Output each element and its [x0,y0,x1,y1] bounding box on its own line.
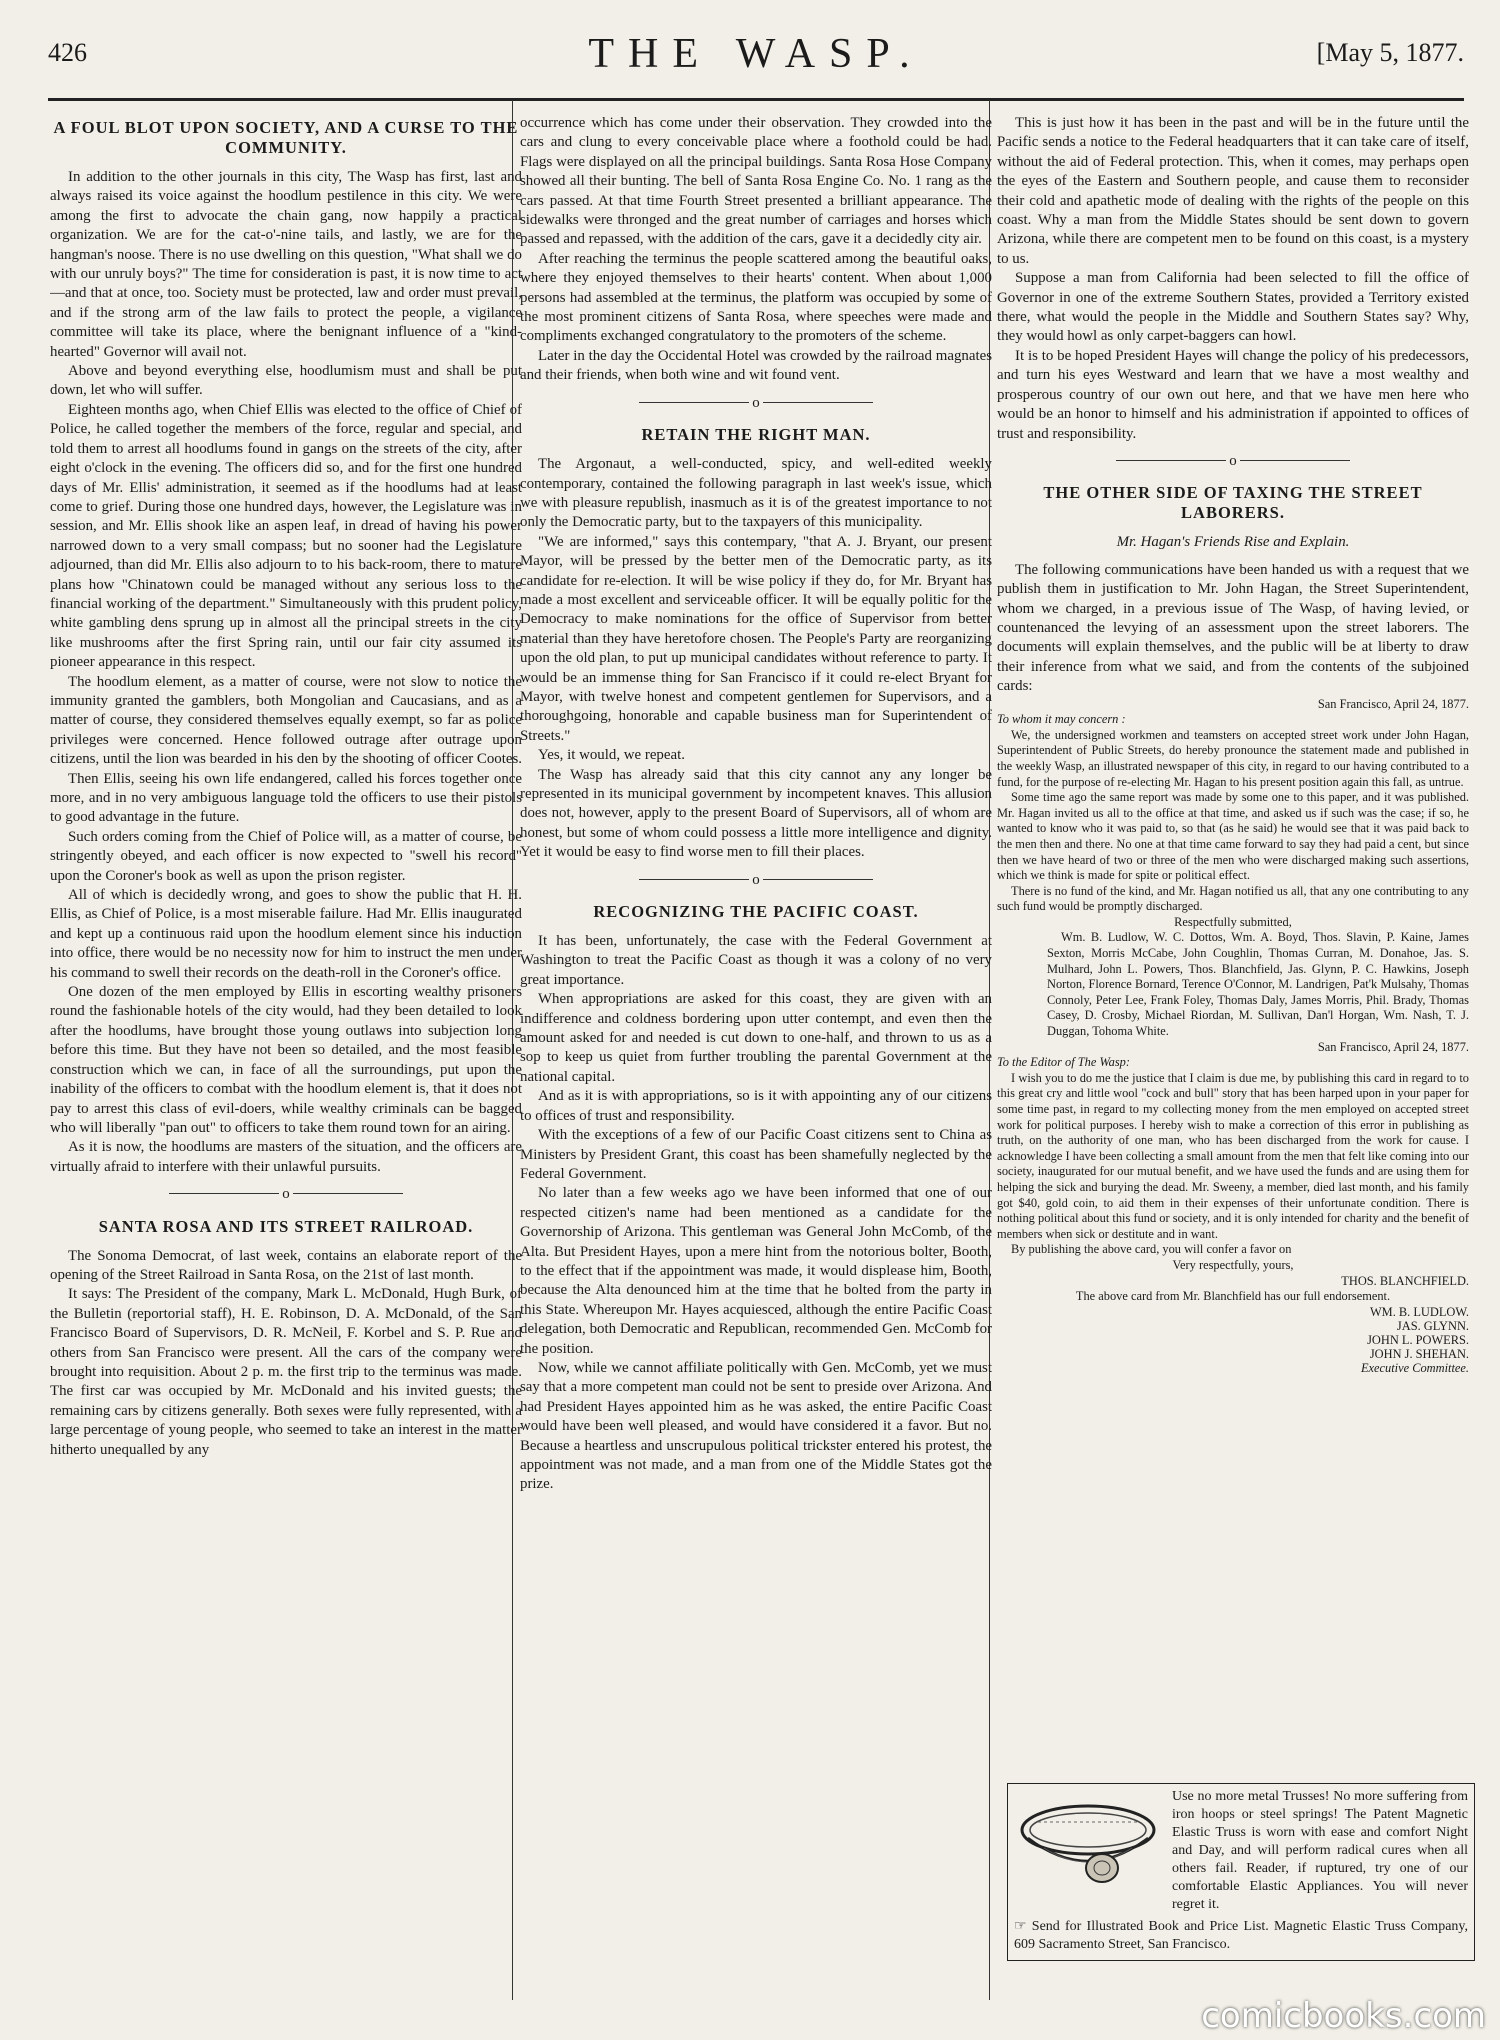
paragraph: Then Ellis, seeing his own life endangered, called his forces together once more, and in no very ambiguous language told the officers to use their pistols to good advantage in the future. [50,770,522,826]
ad-contact-text: Send for Illustrated Book and Price List. Magnetic Elastic Truss Company, 609 Sacramento Street, San Francisco. [1014,1919,1468,1952]
closing: Respectfully submitted, [1174,914,1292,929]
dateline: San Francisco, April 24, 1877. [1317,696,1469,711]
signature: THOS. BLANCHFIELD. [1341,1273,1469,1288]
article-title: A FOUL BLOT UPON SOCIETY, AND A CURSE TO THE COMMUNITY. [53,118,519,157]
letter-block [997,697,1469,1375]
section-separator: o [520,871,992,890]
ad-copy: Use no more metal Trusses! No more suffering from iron hoops or steel springs! The Patent Magnetic Elastic Truss is worn with ease and comfort Night and Day, and will perform radical cures when all others fail. Reader, if ruptured, try one of our comfortable Elastic Appliances. You will never regret it. [1172,1789,1468,1912]
letter-paragraph: Some time ago the same report was made by some one to this paper, and it was published. Mr. Hagan invited us all to the office at that time, and asked us if such was the case; if so, he wanted to know who it was paid to, so that (as he said) he would see that it was paid back to the men then and there. No one at that time came forward to say they had paid a cent, but since then we have heard of two or three of the men who were discharged making such assertions, which we think is made for spite or political effect. [997,790,1469,883]
article-title: RECOGNIZING THE PACIFIC COAST. [593,902,919,922]
column-3 [997,114,1469,1774]
masthead [48,30,1464,86]
section-separator: o [997,452,1469,471]
letter-paragraph: We, the undersigned workmen and teamsters on accepted street work under John Hagan, Superintendent of Public Streets, do hereby pronounce the statement made and published in the weekly Wasp, an illustrated newspaper of this city, in regard to our having contributed to a fund, for the purpose of re-electing Mr. Hagan to his present position again this fall, as untrue. [997,727,1469,789]
salutation: To whom it may concern : [997,712,1126,727]
paragraph: Above and beyond everything else, hoodlumism must and shall be put down, let who will suffer. [50,363,522,399]
paragraph: It is to be hoped President Hayes will change the policy of his predecessors, and turn his eyes Westward and learn that we have a most wealthy and prosperous country of our own out here, and that we have men here who would be an honor to himself and his administration if appointed to offices of trust and responsibility. [997,347,1469,442]
article-subtitle: Mr. Hagan's Friends Rise and Explain. [1116,534,1350,551]
paragraph: And as it is with appropriations, so is it with appointing any of our citizens to offices of trust and responsibility. [520,1088,992,1124]
paragraph: The following communications have been handed us with a request that we publish them in justification to Mr. John Hagan, the Street Superintendent, whom we charged, in a previous issue of The Wasp, of having levied, or countenanced the levying of an assessment upon the street laborers. The documents will explain themselves, and the public will be at liberty to draw their inference from what we said, and from the contents of the subjoined cards: [997,561,1469,695]
paragraph: This is just how it has been in the past and will be in the future until the Pacific sends a notice to the Federal headquarters that it can take care of itself, without the aid of Federal protection. This, when it comes, may perhaps open the eyes of the Eastern and Southern people, and cause them to reconsider their cold and apathetic mode of dealing with the rights of the people on this coast. Why a man from the Middle States should be sent down to govern Arizona, while there are competent men to be found on this coast, is a mystery to us. [997,115,1469,267]
paragraph: With the exceptions of a few of our Pacific Coast citizens sent to China as Ministers by President Grant, this coast has been shamefully neglected by the Federal Government. [520,1127,992,1182]
paragraph: Now, while we cannot affiliate politically with Gen. McComb, yet we must say that a more competent man could not be sent to preside over Arizona. And had President Hayes appointed him as he was asked, the entire Pacific Coast would have been well pleased, and would have considered it a favor. But no. Because a heartless and unscrupulous political trickster entered his protest, the appointment was not made, and a man from one of the Middle States got the prize. [520,1359,992,1493]
article-title: SANTA ROSA AND ITS STREET RAILROAD. [98,1216,474,1236]
section-separator: o [520,394,992,413]
letter-paragraph: By publishing the above card, you will confer a favor on [1011,1242,1292,1257]
paragraph: It says: The President of the company, Mark L. McDonald, Hugh Burk, of the Bulletin (reportorial staff), H. E. Robinson, D. A. McDonald, of the San Francisco Board of Supervisors, D. R. McNeil, F. Korbel and S. P. Rue and others from San Francisco were present. All the cars of the company were brought into requisition. About 2 p. m. the first trip to the terminus was made. The first car was occupied by Mr. McDonald and his invited guests; the remaining cars by citizens generally. Both sexes were fully represented, with a large percentage of young people, who seemed to take an interest in the matter hitherto unequalled by any [50,1286,522,1458]
paragraph: Later in the day the Occidental Hotel was crowded by the railroad magnates and their friends, when both wine and wit found vent. [520,347,992,384]
endorsement: The above card from Mr. Blanchfield has our full endorsement. [1075,1289,1391,1304]
committee-member: WM. B. LUDLOW. [1369,1304,1469,1319]
truss-illustration [1014,1788,1162,1898]
paragraph: In addition to the other journals in this city, The Wasp has first, last and always raised its voice against the hoodlum pestilence in this city. We were among the first to advocate the chain gang, now happily a practical organization. We are for the cat-o'-nine tails, and lastly, we are for the hangman's noose. There is no use dwelling on this question, "What shall we do with our unruly boys?" The time for consideration is past, it is now time to act—and that at once, too. Society must be protected, law and order must prevail, and if the strong arm of the law fails to protect the people, a vigilance committee will take its place, where the benignant influence of a "kind-hearted" Governor will avail not. [50,169,522,360]
paragraph: occurrence which has come under their observation. They crowded into the cars and clung to every conceivable place where a foothold could be had. Flags were displayed on all the principal buildings. Santa Rosa Hose Company showed all their bunting. The bell of Santa Rosa Engine Co. No. 1 rang as the cars passed. At that time Fourth Street presented a brilliant appearance. The sidewalks were thronged and the great number of carriages and horses which passed and repassed, with the addition of the cars, gave it a decidedly city air. [520,115,992,248]
paragraph: Such orders coming from the Chief of Police will, as a matter of course, be stringently obeyed, and each officer is now expected to "swell his record" upon the Coroner's book as well as upon the prison register. [50,828,522,884]
committee-member: JOHN J. SHEHAN. [1369,1346,1469,1361]
paragraph: The Argonaut, a well-conducted, spicy, and well-edited weekly contemporary, contained the following paragraph in last week's issue, which we with pleasure republish, inasmuch as it is of the greatest importance to not only the Democratic party, but to the taxpayers of this municipality. [520,456,992,531]
committee-member: JOHN L. POWERS. [1367,1332,1469,1347]
paragraph: "We are informed," says this contempary, "that A. J. Bryant, our present Mayor, will be pressed by the better men of the Democratic party, as its candidate for re-election. It will be wise policy if they do, for Mr. Bryant has made a most excellent and serviceable officer. It will be equally politic for the Democracy to make nominations for the office of Supervisor from better material than they have heretofore chosen. The People's Party are reorganizing upon the old plan, to put up municipal candidates without reference to party. It would be an immense thing for San Francisco if it could re-elect Bryant for Mayor, with twelve honest and competent gentlemen for Supervisors, and a thoroughgoing, honorable and capable business man for Superintendent of Streets." [520,533,992,744]
masthead-rule [48,98,1464,101]
column-2 [520,114,992,1994]
paragraph: The hoodlum element, as a matter of course, were not slow to notice the immunity granted the gamblers, both Mongolian and Caucasians, and as a matter of course, they considered themselves equally exempt, so far as police privileges were concerned. Hence followed outrage after outrage upon citizens, until the lion was bearded in his den by the shooting of officer Cootes. [50,673,522,768]
committee-names [997,1305,1469,1375]
paragraph: The Wasp has already said that this city cannot any any longer be represented in its municipal government by incompetent knaves. This allusion does not, however, apply to the present Board of Supervisors, all of whom are honest, but some of whom could possess a little more intelligence and dignity. Yet it would be easy to find worse men to fill their places. [520,766,992,861]
paragraph: Yes, it would, we repeat. [538,747,685,764]
column-1 [50,114,522,1994]
letter-paragraph: There is no fund of the kind, and Mr. Hagan notified us all, that any one contributing to any such fund would be promptly discharged. [997,883,1469,914]
truss-advertisement [1007,1783,1475,1961]
section-separator: o [50,1185,522,1204]
ad-contact [1008,1914,1474,1954]
article-title: RETAIN THE RIGHT MAN. [641,425,871,445]
newspaper-title: THE WASP. [588,31,924,77]
closing: Very respectfully, yours, [1172,1257,1294,1272]
letter-paragraph: I wish you to do me the justice that I claim is due me, by publishing this card in regard to to this great cry and little wool "cock and bull" story that has been harped upon in your paper for some time past, in regard to my collecting money from the men employed on accepted street work for political purposes. I hereby wish to make a correction of this error in publishing as truth, on the authority of one man, who has been discharged from the work for cause. I acknowledge I have been collecting a small amount from the men that felt like coming into our society, inaugurated for our mutual benefit, and we have used the funds and are using them for helping the sick and burying the dead. Mr. Sweeny, a member, died last month, and his family got $40, gold coin, to aid them in their expenses of their unfortunate condition. There is nothing political about this fund or society, and it is only intended for charity and the benefit of members when sick or destitute and in want. [997,1070,1469,1241]
dateline: San Francisco, April 24, 1877. [1317,1039,1469,1054]
salutation: To the Editor of The Wasp: [997,1055,1130,1070]
paragraph: It has been, unfortunately, the case with the Federal Government at Washington to treat the Pacific Coast as though it was a colony of no very great importance. [520,933,992,988]
paragraph: As it is now, the hoodlums are masters of the situation, and the officers are virtually afraid to interfere with their unlawful pursuits. [50,1139,522,1175]
paragraph: Eighteen months ago, when Chief Ellis was elected to the office of Chief of Police, he called together the members of the force, regular and special, and told them to arrest all hoodlums found in gangs on the streets of the city, after eight o'clock in the evening. The officers did so, and for the first one hundred days of Mr. Ellis' administration, it seemed as if the hoodlums had at least come to grief. During those one hundred days, however, the Legislature was in session, and Mr. Ellis shook like an aspen leaf, in dread of having his power narrowed down to a very small compass; but no sooner had the Legislature adjourned, than did Mr. Ellis also adjourn to to his back-room, there to mature plans how "Chinatown could be managed without any serious loss to the financial working of the department." Simultaneously with this prudent policy, white gambling dens sprung up in almost all the principal streets in the city like mushrooms after the first Spring rain, until our fair city assumed its pioneer appearance in this respect. [50,401,522,671]
pointing-hand-icon: ☞ [1014,1919,1027,1934]
paragraph: All of which is decidedly wrong, and goes to show the public that H. H. Ellis, as Chief of Police, is a most miserable failure. Had Mr. Ellis inaugurated and kept up a continuous raid upon the hoodlum element since his induction into office, there would be no necessity now for him to instruct the men under his command to swell their records on the death-roll in the Coroner's office. [50,887,522,981]
paragraph: One dozen of the men employed by Ellis in escorting wealthy prisoners round the fashionable hotels of the city would, had they been detailed to look after the hoodlums, have brought those young outlaws into subjection long before this time. But they have not been so detailed, and the most feasible construction which we can, in face of all the surroundings, put upon the inability of the officers to combat with the hoodlum element is, that it does not pay to arrest this class of evil-doers, while wealthy criminals can be bagged who will liberally "pan out" to officers to take them round town for an airing. [50,984,522,1136]
page-number: 426 [48,38,87,67]
committee-member: JAS. GLYNN. [1396,1318,1469,1333]
signatories: Wm. B. Ludlow, W. C. Dottos, Wm. A. Boyd, Thos. Slavin, P. Kaine, James Sexton, Morris McCabe, John Coughlin, Thomas Curran, M. Donahoe, Jas. S. Mulhard, John L. Powers, Thos. Blanchfield, Jas. Glynn, P. C. Hawkins, Joseph Norton, Florence Bornard, Terence O'Connor, M. Landrigen, Pat'k Mulsahy, Thomas Connoly, Peter Lee, Frank Foley, Thomas Daly, James Morris, Phil. Brady, Thomas Casey, D. Crosby, Michael Riordan, M. Sullivan, Dan'l Horgan, Wm. Nash, T. J. Duggan, Tohoma White. [1047,930,1469,1039]
paragraph: No later than a few weeks ago we have been informed that one of our respected citizen's name had been mentioned as a candidate for the Governorship of Arizona. This gentleman was General John McComb, of the Alta. But President Hayes, upon a mere hint from the notorious bolter, Booth, to the effect that if the appointment was made, it would displease him, Booth, because the Alta denounced him at the time that he bolted from the party in this State. Whereupon Mr. Hayes acquiesced, although the entire Pacific Coast delegation, both Democratic and Republican, recommended Gen. McComb for the position. [520,1185,992,1357]
article-title: THE OTHER SIDE OF TAXING THE STREET LABORERS. [1043,483,1423,523]
paragraph: Suppose a man from California had been selected to fill the office of Governor in one of the extreme Southern States, provided a Territory existed there, what would the people in the Middle and Southern States say? Why, they would howl as only carpet-baggers can howl. [997,270,1469,345]
paragraph: The Sonoma Democrat, of last week, contains an elaborate report of the opening of the Street Railroad in Santa Rosa, on the 21st of last month. [50,1247,522,1283]
paragraph: When appropriations are asked for this coast, they are given with an indifference and coldness bordering upon utter contempt, and even then the amount asked for and needed is cut down to one-half, and thrown to us as a sop to keep us quiet from further troubling the parental Government at the national capital. [520,991,992,1085]
committee-title: Executive Committee. [1360,1360,1469,1375]
issue-date: [May 5, 1877. [1316,38,1464,67]
paragraph: After reaching the terminus the people scattered among the beautiful oaks, where they enjoyed themselves to their hearts' content. When about 1,000 persons had assembled at the terminus, the platform was occupied by some of the most prominent citizens of Santa Rosa, where speeches were made and compliments exchanged congratulatory to the promoters of the scheme. [520,250,992,345]
watermark: comicbooks.com [1201,1996,1486,2036]
